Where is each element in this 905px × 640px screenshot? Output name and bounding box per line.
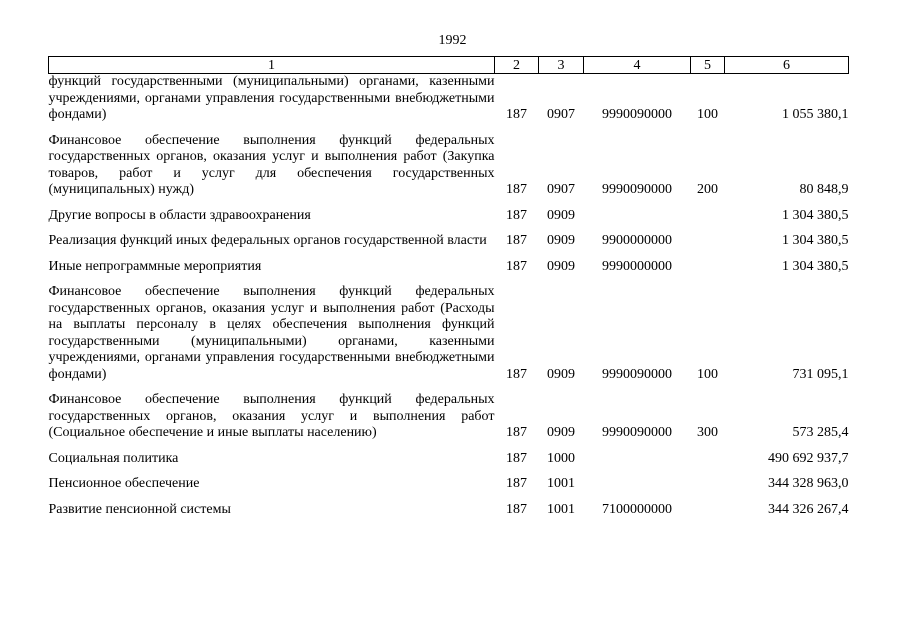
row-expense-type	[691, 208, 725, 225]
header-col-2: 2	[495, 57, 539, 74]
row-spacer	[49, 250, 849, 259]
row-spacer	[49, 442, 849, 451]
header-col-3: 3	[539, 57, 584, 74]
row-target-code	[584, 451, 691, 468]
row-spacer	[49, 493, 849, 502]
row-target-code	[584, 476, 691, 493]
table-row	[49, 476, 849, 493]
row-section-code: 0909	[547, 233, 575, 248]
row-name: Иные непрограммные мероприятия	[48, 258, 262, 274]
row-spacer	[49, 199, 849, 208]
table-row	[49, 233, 849, 250]
row-spacer	[49, 467, 849, 476]
row-ministry-code: 187	[506, 107, 527, 122]
row-target-code: 9990000000	[602, 258, 672, 274]
row-ministry-code: 187	[506, 207, 527, 223]
row-ministry-code: 187	[506, 476, 527, 491]
row-amount: 490 692 937,7	[768, 450, 849, 466]
row-section-code: 0909	[547, 425, 575, 440]
row-expense-type: 300	[697, 425, 718, 440]
table-header-row	[49, 57, 849, 74]
row-name: Финансовое обеспечение выполнения функций федеральных государственных органов, оказания услуг и выполнения работ (Расходы на выплаты персоналу в целях обеспечения выполнения функций государственными (муниципальными) органами, казенными учреждениями, органами управления государственными внебюджетными фондами)	[48, 284, 495, 382]
header-col-6: 6	[725, 57, 849, 74]
row-name: Финансовое обеспечение выполнения функций федеральных государственных органов, оказания услуг и выполнения работ (Закупка товаров, работ и услуг для обеспечения государственных (муниципальных) нужд)	[48, 132, 495, 197]
table-row	[49, 133, 849, 199]
row-expense-type	[691, 476, 725, 493]
row-section-code: 0909	[547, 258, 575, 274]
row-ministry-code: 187	[506, 450, 527, 466]
row-ministry-code: 187	[506, 501, 527, 517]
table-row	[49, 284, 849, 383]
row-section-code: 0907	[547, 182, 575, 197]
row-ministry-code: 187	[506, 366, 527, 382]
row-expense-type	[691, 233, 725, 250]
table-row	[49, 451, 849, 468]
row-spacer	[49, 224, 849, 233]
row-amount: 1 304 380,5	[782, 258, 849, 274]
row-name: Развитие пенсионной системы	[48, 501, 231, 517]
row-section-code: 0909	[547, 207, 575, 223]
row-target-code: 9900000000	[602, 233, 672, 248]
row-target-code: 9990090000	[602, 366, 672, 382]
row-amount: 573 285,4	[792, 425, 849, 440]
row-section-code: 1001	[547, 476, 575, 491]
row-ministry-code: 187	[506, 233, 527, 248]
row-expense-type	[691, 451, 725, 468]
row-name: Другие вопросы в области здравоохранения	[48, 207, 311, 223]
row-section-code: 1000	[547, 450, 575, 466]
row-ministry-code: 187	[506, 425, 527, 440]
row-ministry-code: 187	[506, 258, 527, 274]
row-amount: 1 304 380,5	[782, 233, 849, 248]
row-section-code: 0907	[547, 107, 575, 122]
row-amount: 344 326 267,4	[768, 501, 849, 517]
row-target-code	[584, 208, 691, 225]
row-amount: 731 095,1	[792, 366, 849, 382]
row-spacer	[49, 275, 849, 284]
row-amount: 1 055 380,1	[782, 107, 849, 122]
table-row	[49, 74, 849, 124]
row-name: Финансовое обеспечение выполнения функций федеральных государственных органов, оказания услуг и выполнения работ (Социальное обеспечение и иные выплаты населению)	[48, 392, 495, 440]
row-target-code: 9990090000	[602, 425, 672, 440]
row-section-code: 0909	[547, 366, 575, 382]
row-expense-type: 100	[697, 366, 718, 382]
table-row	[49, 259, 849, 276]
page-number: 1992	[438, 33, 467, 48]
row-target-code: 7100000000	[602, 501, 672, 517]
row-name: Реализация функций иных федеральных органов государственной власти	[48, 233, 487, 248]
header-col-1: 1	[49, 57, 495, 74]
row-expense-type	[691, 259, 725, 276]
row-amount: 344 328 963,0	[768, 476, 849, 491]
header-col-4: 4	[584, 57, 691, 74]
row-target-code: 9990090000	[602, 182, 672, 197]
table-row	[49, 208, 849, 225]
row-section-code: 1001	[547, 501, 575, 517]
row-spacer	[49, 383, 849, 392]
row-ministry-code: 187	[506, 182, 527, 197]
row-name: Социальная политика	[48, 450, 179, 466]
budget-table	[48, 56, 849, 518]
row-amount: 1 304 380,5	[782, 207, 849, 223]
row-spacer	[49, 124, 849, 133]
row-amount: 80 848,9	[799, 182, 849, 197]
row-expense-type: 200	[697, 182, 718, 197]
row-expense-type: 100	[697, 107, 718, 122]
table-row	[49, 392, 849, 442]
row-target-code: 9990090000	[602, 107, 672, 122]
row-expense-type	[691, 502, 725, 519]
table-row	[49, 502, 849, 519]
header-col-5: 5	[691, 57, 725, 74]
row-name: Пенсионное обеспечение	[48, 476, 200, 491]
row-name: функций государственными (муниципальными) органами, казенными учреждениями, органами управления государственными внебюджетными фондами)	[48, 74, 495, 122]
